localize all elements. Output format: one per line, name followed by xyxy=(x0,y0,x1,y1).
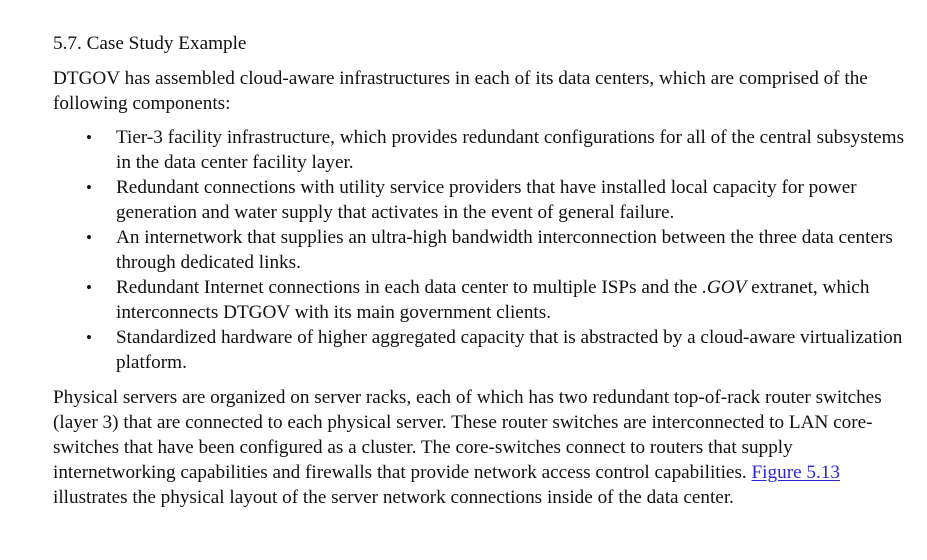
list-item-text: Redundant connections with utility service providers that have installed local capacity for power generation and water supply that activates in the event of general failure. xyxy=(116,177,857,223)
components-list xyxy=(53,125,913,375)
section-heading: 5.7. Case Study Example xyxy=(53,33,247,54)
bullet-icon: • xyxy=(86,228,92,247)
list-item-text: Tier-3 facility infrastructure, which provides redundant configurations for all of the central subsystems in the data center facility layer. xyxy=(116,127,905,173)
bullet-icon: • xyxy=(86,178,92,197)
list-item xyxy=(53,175,913,225)
body-text: illustrates the physical layout of the server network connections inside of the data center. xyxy=(53,487,734,508)
list-item-text: Standardized hardware of higher aggregated capacity that is abstracted by a cloud-aware virtualization platform. xyxy=(116,327,903,373)
list-item xyxy=(53,275,913,325)
list-item xyxy=(53,125,913,175)
list-item-text: Redundant Internet connections in each data center to multiple ISPs and the xyxy=(116,277,703,298)
list-item xyxy=(53,225,913,275)
document-page xyxy=(53,31,913,510)
list-item-text: extranet, which interconnects DTGOV with its main government clients. xyxy=(116,277,870,323)
bullet-icon: • xyxy=(86,128,92,147)
body-text: Physical servers are organized on server racks, each of which has two redundant top-of-rack router switches (layer 3) that are connected to each physical server. These router switches are interconnected to LAN core-switches that have been configured as a cluster. The core-switches connect to routers that supply internetworking capabilities and firewalls that provide network access control capabilities. xyxy=(53,387,882,483)
bullet-icon: • xyxy=(86,328,92,347)
gov-emphasis: .GOV xyxy=(702,277,747,298)
bullet-icon: • xyxy=(86,278,92,297)
list-item xyxy=(53,325,913,375)
list-item-text: An internetwork that supplies an ultra-high bandwidth interconnection between the three data centers through dedicated links. xyxy=(116,227,893,273)
body-paragraph xyxy=(53,385,913,510)
intro-paragraph: DTGOV has assembled cloud-aware infrastructures in each of its data centers, which are comprised of the following components: xyxy=(53,68,868,114)
figure-link[interactable]: Figure 5.13 xyxy=(751,462,840,483)
